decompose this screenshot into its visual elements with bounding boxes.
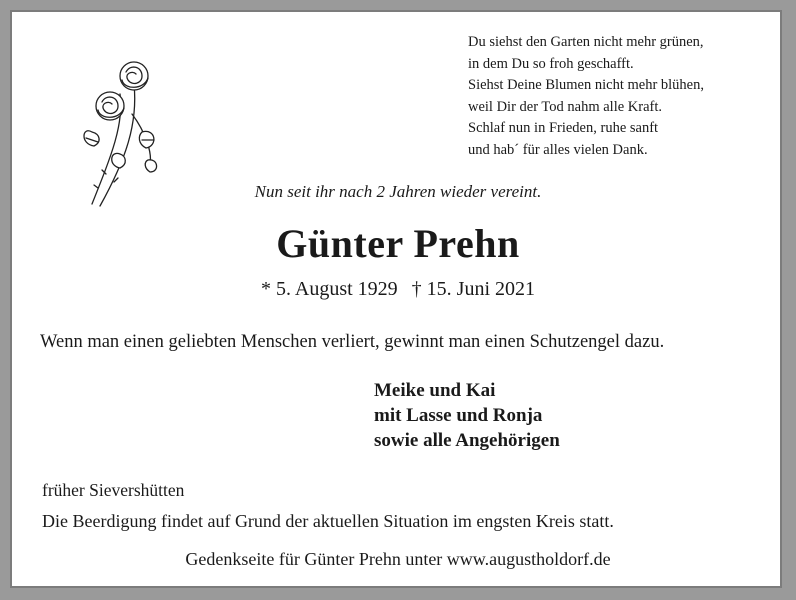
mourner-line: sowie alle Angehörigen [374,430,560,451]
mourner-line: Meike und Kai [374,380,496,401]
death-date: † 15. Juni 2021 [411,278,536,300]
poem-line: Siehst Deine Blumen nicht mehr blühen, [468,77,704,93]
mourners [374,378,560,453]
motto: Nun seit ihr nach 2 Jahren wieder vereint. [254,182,542,201]
deceased-name: Günter Prehn [276,221,520,266]
funeral-note: Die Beerdigung findet auf Grund der aktuellen Situation im engsten Kreis statt. [42,511,614,531]
poem-line: Du siehst den Garten nicht mehr grünen, [468,34,704,50]
origin: früher Sievershütten [42,480,185,500]
poem-line: und hab´ für alles vielen Dank. [468,141,648,158]
poem-line: Schlaf nun in Frieden, ruhe sanft [468,120,659,136]
poem-line: in dem Du so froh geschafft. [468,55,634,72]
mourner-line: mit Lasse und Ronja [374,405,543,426]
quote: Wenn man einen geliebten Menschen verliert, gewinnt man einen Schutzengel dazu. [40,332,665,352]
birth-date: * 5. August 1929 [260,278,398,300]
obituary-card [10,10,782,588]
memorial-page[interactable]: Gedenkseite für Günter Prehn unter www.augustholdorf.de [185,549,611,569]
life-dates [12,278,784,301]
poem-line: weil Dir der Tod nahm alle Kraft. [468,98,663,115]
poem [468,32,768,161]
